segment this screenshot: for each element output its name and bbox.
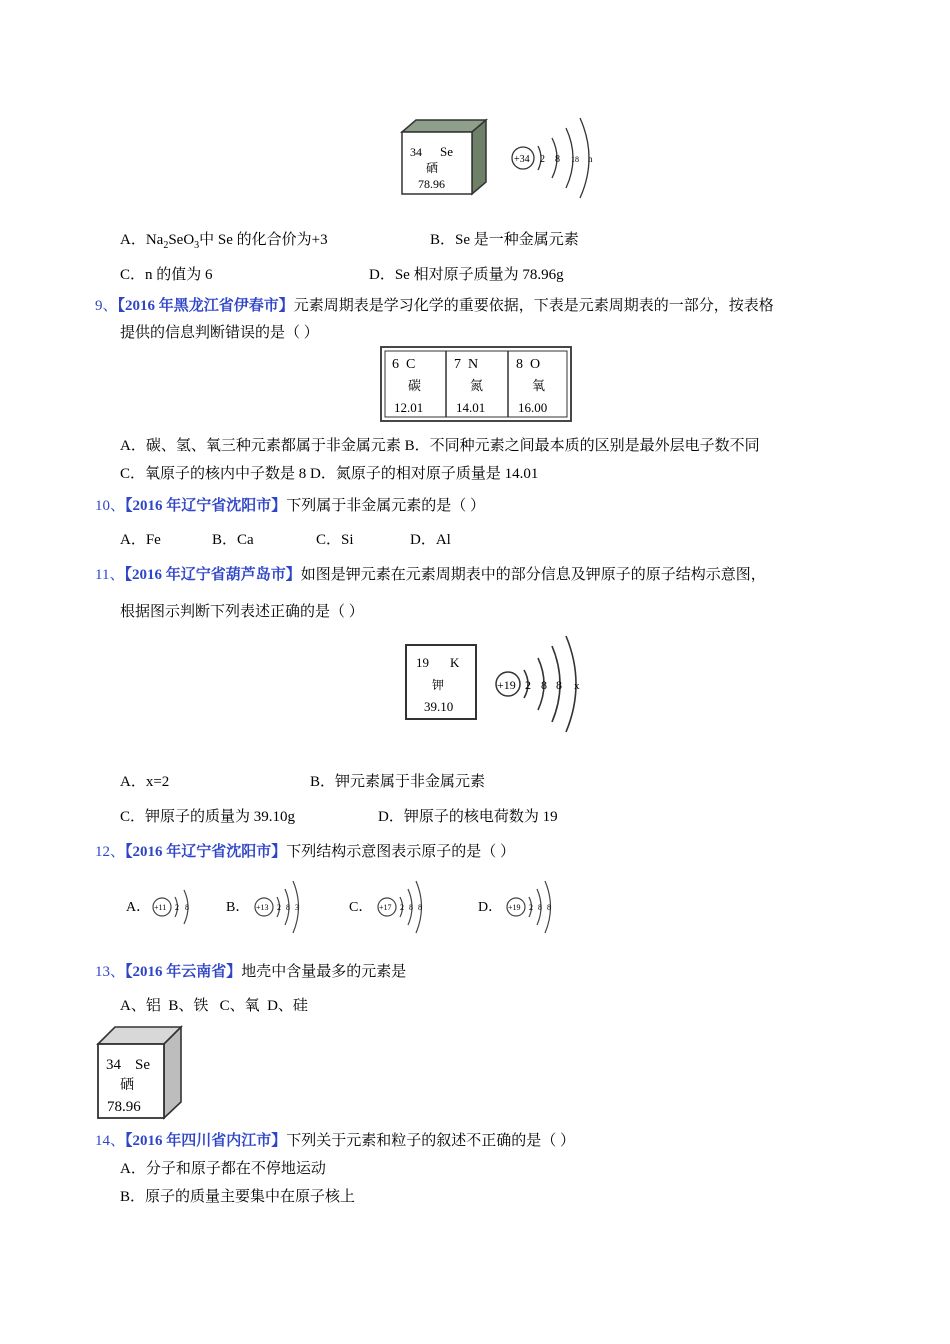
q12-choice-a-label: A． <box>126 900 151 915</box>
se-nucleus-charge: +34 <box>514 154 530 165</box>
q14-option-a: A．分子和原子都在不停地运动 <box>120 1161 326 1177</box>
cell-carbon-mass: 12.01 <box>394 400 424 415</box>
q14-source: 【2016 年四川省内江市】 <box>125 1133 287 1149</box>
q9-stem-line1: 9、【2016 年黑龙江省伊春市】元素周期表是学习化学的重要依据，下表是元素周期表的一部分，按表格 <box>95 298 774 314</box>
q9-number: 9、 <box>95 298 118 314</box>
se-element-cube-small <box>95 1024 185 1120</box>
potassium-element-card <box>404 643 478 721</box>
cell-oxygen-mass: 16.00 <box>518 400 548 415</box>
se-shell-2: 8 <box>555 154 560 165</box>
q13-options: A、铝 B、铁 C、氧 D、硅 <box>120 998 308 1014</box>
q12-stem: 12、【2016 年辽宁省沈阳市】下列结构示意图表示原子的是（ ） <box>95 844 516 860</box>
q10-option-d: D．Al <box>410 532 451 548</box>
se-small-mass: 78.96 <box>107 1099 141 1115</box>
q12-choice-a <box>126 880 206 934</box>
q9-options-cd: C．氧原子的核内中子数是 8 D．氮原子的相对原子质量是 14.01 <box>120 466 539 482</box>
q10-number: 10、 <box>95 498 126 514</box>
q12-choice-d-label: D． <box>478 900 503 915</box>
q10-option-a: A．Fe <box>120 532 161 548</box>
q12-choice-b <box>226 876 308 936</box>
q8-option-c: C．n 的值为 6 <box>120 267 213 283</box>
k-shell-4: x <box>574 680 580 692</box>
q12-choice-c-shell-2: 8 <box>409 903 413 912</box>
cell-carbon-header: 6 C <box>392 357 416 372</box>
se-shell-1: 2 <box>540 154 545 165</box>
se-shell-4: n <box>588 154 593 164</box>
q12-choice-d-shell-1: 2 <box>529 903 533 912</box>
k-atomic-number: 19 <box>416 655 429 670</box>
q12-choice-a-nucleus: +11 <box>154 903 167 912</box>
q10-option-c: C．Si <box>316 532 354 548</box>
q12-choice-b-nucleus: +13 <box>256 903 269 912</box>
k-symbol: K <box>450 655 460 670</box>
q12-choice-d-shell-2: 8 <box>538 903 542 912</box>
q12-choice-c <box>349 876 431 936</box>
se-symbol: Se <box>440 144 453 159</box>
cell-nitrogen-mass: 14.01 <box>456 400 486 415</box>
se-element-cube-figure <box>398 118 492 198</box>
q9-options-ab: A．碳、氢、氧三种元素都属于非金属元素 B．不同种元素之间最本质的区别是最外层电子数不同 <box>120 438 760 454</box>
q11-option-d: D．钾原子的核电荷数为 19 <box>378 809 558 825</box>
se-small-symbol: Se <box>135 1057 150 1073</box>
periodic-table-fragment <box>378 344 574 424</box>
k-shell-2: 8 <box>541 678 547 692</box>
se-small-name: 硒 <box>120 1078 134 1093</box>
se-mass: 78.96 <box>418 177 445 191</box>
q10-stem: 10、【2016 年辽宁省沈阳市】下列属于非金属元素的是（ ） <box>95 498 486 514</box>
q12-choice-b-shell-3: 3 <box>295 903 299 912</box>
se-shell-3: 18 <box>571 155 579 164</box>
se-name: 硒 <box>426 161 439 175</box>
k-mass: 39.10 <box>424 699 454 714</box>
potassium-atom-structure-diagram <box>492 632 592 738</box>
q10-option-b: B．Ca <box>212 532 254 548</box>
q12-choice-d-nucleus: +19 <box>508 903 521 912</box>
q13-number: 13、 <box>95 964 126 980</box>
q11-option-c: C．钾原子的质量为 39.10g <box>120 809 296 825</box>
se-small-atomic-number: 34 <box>106 1057 121 1073</box>
q9-source: 【2016 年黑龙江省伊春市】 <box>117 298 294 314</box>
se-atomic-number: 34 <box>410 145 422 159</box>
k-name: 钾 <box>432 678 445 692</box>
q12-number: 12、 <box>95 844 126 860</box>
q12-choice-c-label: C． <box>349 900 373 915</box>
q12-choice-c-nucleus: +17 <box>379 903 392 912</box>
q14-stem: 14、【2016 年四川省内江市】下列关于元素和粒子的叙述不正确的是（ ） <box>95 1133 576 1149</box>
cell-oxygen-header: 8 O <box>516 357 541 372</box>
q9-stem-line2: 提供的信息判断错误的是（ ） <box>120 325 319 341</box>
cell-carbon-name: 碳 <box>408 378 422 393</box>
q13-stem: 13、【2016 年云南省】地壳中含量最多的元素是 <box>95 964 407 980</box>
q12-choice-d <box>478 876 560 936</box>
q11-option-b: B．钾元素属于非金属元素 <box>310 774 486 790</box>
se-atom-structure-diagram <box>508 114 604 204</box>
q11-option-a: A．x=2 <box>120 774 170 790</box>
cell-nitrogen-header: 7 N <box>454 357 479 372</box>
q8-option-d: D．Se 相对原子质量为 78.96g <box>369 267 564 283</box>
q11-number: 11、 <box>95 567 125 583</box>
q12-choice-c-shell-1: 2 <box>400 903 404 912</box>
q8-option-b: B．Se 是一种金属元素 <box>430 232 579 248</box>
q12-choice-b-shell-2: 8 <box>286 903 290 912</box>
q14-number: 14、 <box>95 1133 126 1149</box>
q11-stem-line1: 11、【2016 年辽宁省葫芦岛市】如图是钾元素在元素周期表中的部分信息及钾原子的原子结构示意图， <box>95 567 766 583</box>
q12-choice-a-shell-2: 8 <box>185 903 189 912</box>
k-nucleus-charge: +19 <box>497 678 516 692</box>
q14-option-b: B．原子的质量主要集中在原子核上 <box>120 1189 356 1205</box>
cell-oxygen-name: 氧 <box>532 378 546 393</box>
q8-option-a: A．$Na_2SeO_3$中 Se 的化合价为+3 <box>120 232 328 251</box>
q12-source: 【2016 年辽宁省沈阳市】 <box>125 844 287 860</box>
q11-stem-line2: 根据图示判断下列表述正确的是（ ） <box>120 604 364 620</box>
q12-choice-c-shell-3: 8 <box>418 903 422 912</box>
q11-source: 【2016 年辽宁省葫芦岛市】 <box>124 567 301 583</box>
q12-choice-d-shell-3: 8 <box>547 903 551 912</box>
k-shell-3: 8 <box>556 678 562 692</box>
q13-source: 【2016 年云南省】 <box>125 964 242 980</box>
cell-nitrogen-name: 氮 <box>470 378 484 393</box>
k-shell-1: 2 <box>525 678 531 692</box>
q12-choice-a-shell-1: 2 <box>175 903 179 912</box>
q10-source: 【2016 年辽宁省沈阳市】 <box>125 498 287 514</box>
q12-choice-b-label: B． <box>226 900 250 915</box>
q12-choice-b-shell-1: 2 <box>277 903 281 912</box>
